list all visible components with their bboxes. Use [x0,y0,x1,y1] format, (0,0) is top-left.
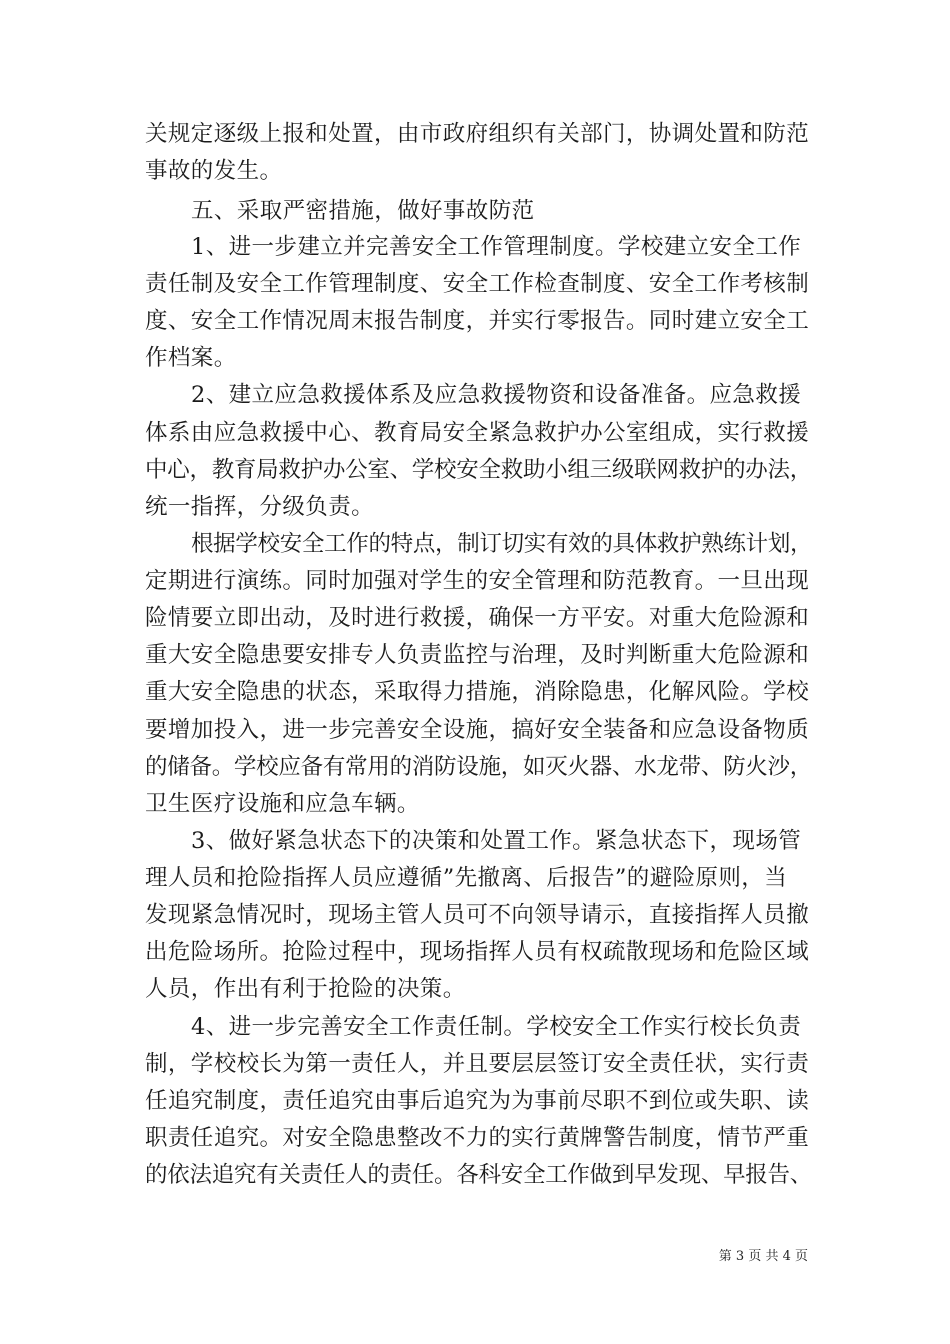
text-line: 职责任追究。对安全隐患整改不力的实行黄牌警告制度，情节严重 [145,1125,810,1151]
section-heading: 五、采取严密措施，做好事故防范 [191,198,535,224]
text-line: 关规定逐级上报和处置，由市政府组织有关部门，协调处置和防范 [145,121,810,147]
text-line: 的储备。学校应备有常用的消防设施，如灭火器、水龙带、防火沙， [145,754,813,780]
text-line: 发现紧急情况时，现场主管人员可不向领导请示，直接指挥人员撤 [145,902,810,928]
text-line: 理人员和抢险指挥人员应遵循”先撤离、后报告”的避险原则，当 [145,865,788,891]
text-line: 的依法追究有关责任人的责任。各科安全工作做到早发现、早报告、 [145,1162,813,1188]
page-number: 第 3 页 共 4 页 [718,1249,808,1264]
text-line: 出危险场所。抢险过程中，现场指挥人员有权疏散现场和危险区域 [145,939,810,965]
text-line: 重大安全隐患的状态，采取得力措施，消除隐患，化解风险。学校 [145,679,810,705]
text-line: 重大安全隐患要安排专人负责监控与治理，及时判断重大危险源和 [145,642,810,668]
text-line: 统一指挥，分级负责。 [145,494,375,520]
text-line: 1、进一步建立并完善安全工作管理制度。学校建立安全工作 [191,234,802,260]
text-line: 险情要立即出动，及时进行救援，确保一方平安。对重大危险源和 [145,605,810,631]
text-line: 要增加投入，进一步完善安全设施，搞好安全装备和应急设备物质 [145,717,810,743]
text-line: 2、建立应急救援体系及应急救援物资和设备准备。应急救援 [191,382,802,408]
text-line: 中心，教育局救护办公室、学校安全救助小组三级联网救护的办法， [145,457,813,483]
text-line: 制，学校校长为第一责任人，并且要层层签订安全责任状，实行责 [145,1051,810,1077]
text-line: 度、安全工作情况周末报告制度，并实行零报告。同时建立安全工 [145,308,810,334]
text-line: 体系由应急救援中心、教育局安全紧急救护办公室组成，实行救援 [145,420,810,446]
text-line: 定期进行演练。同时加强对学生的安全管理和防范教育。一旦出现 [145,568,810,594]
text-line: 事故的发生。 [145,158,283,184]
text-line: 作档案。 [145,345,237,371]
text-line: 任追究制度，责任追究由事后追究为为事前尽职不到位或失职、读 [145,1088,810,1114]
text-line: 根据学校安全工作的特点，制订切实有效的具体救护熟练计划， [191,531,813,557]
text-line: 人员，作出有利于抢险的决策。 [145,976,466,1002]
text-line: 3、做好紧急状态下的决策和处置工作。紧急状态下，现场管 [191,828,802,854]
text-line: 卫生医疗设施和应急车辆。 [145,791,420,817]
text-line: 4、进一步完善安全工作责任制。学校安全工作实行校长负责 [191,1014,802,1040]
text-line: 责任制及安全工作管理制度、安全工作检查制度、安全工作考核制 [145,271,810,297]
